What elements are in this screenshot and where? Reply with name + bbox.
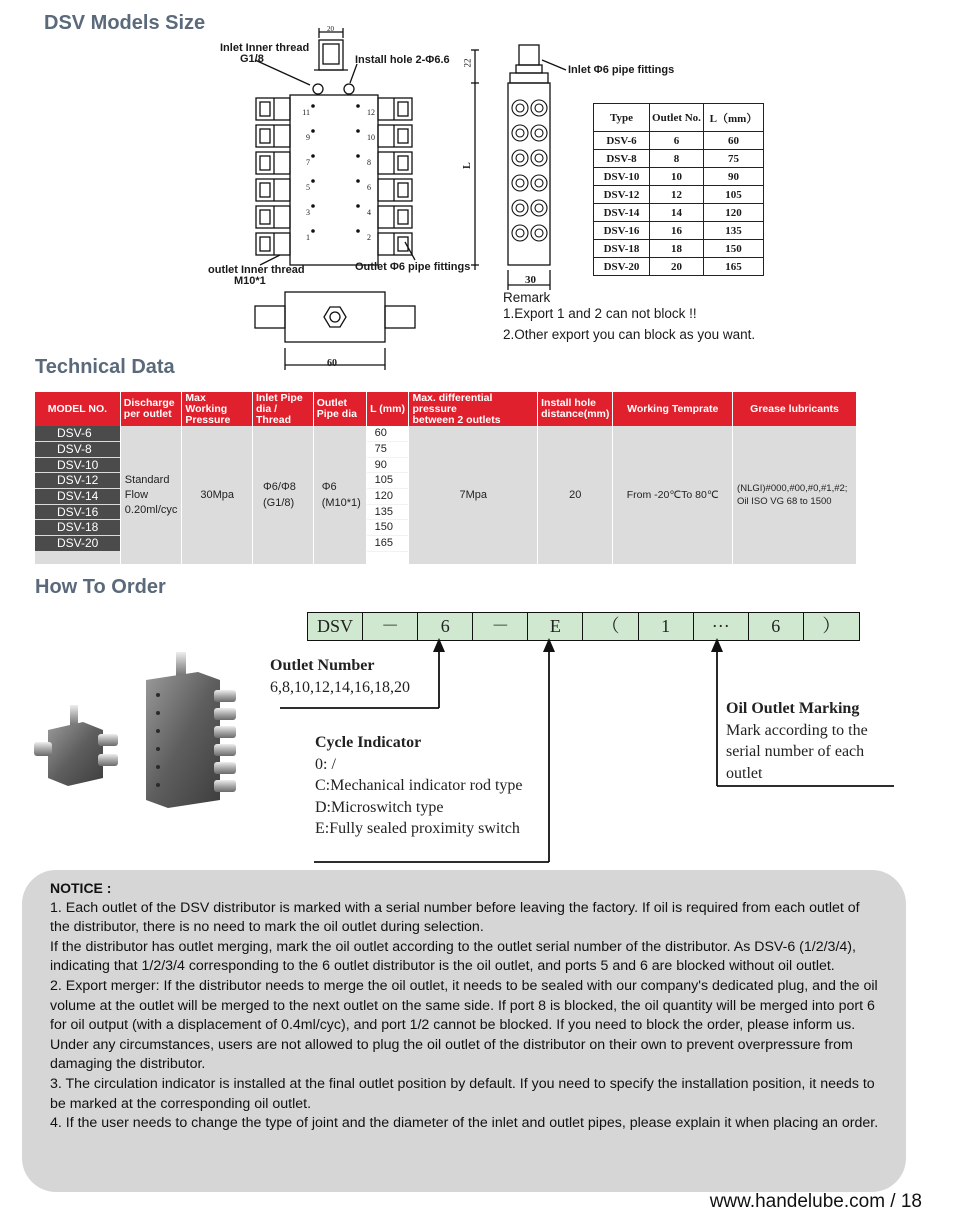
cycle-indicator-block: Cycle Indicator 0: / C:Mechanical indicator rod type D:Microswitch type E:Fully sealed proximity switch: [315, 734, 523, 837]
table-row: DSV-14 14 120: [594, 204, 764, 222]
dim-60: 60: [327, 358, 337, 369]
section-title-how-to-order: How To Order: [35, 576, 166, 598]
cycle-indicator-title: Cycle Indicator: [315, 734, 422, 751]
list-item: 75: [367, 442, 409, 458]
list-item: DSV-20: [35, 536, 120, 552]
side-view-drawing: [462, 40, 582, 290]
list-item: 90: [367, 458, 409, 474]
list-item: DSV-12: [35, 473, 120, 489]
tech-header-l: L (mm): [366, 392, 409, 426]
list-item: DSV-16: [35, 505, 120, 521]
code-cell: E: [528, 613, 583, 640]
remark-block: [503, 290, 755, 343]
outlet-inner-thread-size: M10*1: [234, 275, 266, 287]
list-item: 150: [367, 520, 409, 536]
front-view-drawing: [200, 20, 480, 380]
notice-text: NOTICE : 1. Each outlet of the DSV distributor is marked with a serial number before leaving the factory. If oil is required from each outlet of the distributor, there is no need to mark the oil outlet during selection. If the distributor has outlet merging, mark the oil outlet according to the outlet serial number of the distributor. As DSV-6 (1/2/3/4), indicating that 1/2/3/4 corresponding to the 6 outlet distributor is the oil outlet, and ports 5 and 6 are blocked without oil outlet. 2. Export merger: If the distributor needs to merge the oil outlet, it needs to be sealed with our company's dedicated plug, and the oil volume at the outlet will be merged to the next outlet on the same side. If port 8 is blocked, the oil quantity will be merged into port 6 for oil output (with a displacement of 0.4ml/cyc), and port 1/2 cannot be blocked. If you need to block the order, please inform us. Under any circumstances, users are not allowed to plug the oil outlet of the distributor on their own to prevent overpressure from damaging the distributor. 3. The circulation indicator is installed at the final outlet position by default. If you need to specify the installation position, it needs to be marked at the corresponding oil outlet. 4. If the user needs to change the type of joint and the diameter of the inlet and outlet pipes, please explain it when placing an order.: [50, 880, 879, 1132]
list-item: DSV-14: [35, 489, 120, 505]
list-item: DSV-8: [35, 442, 120, 458]
footer-page-url: www.handelube.com / 18: [709, 1191, 922, 1212]
tech-pressure-value: 30Mpa: [182, 426, 253, 564]
tech-discharge-value: Standard Flow 0.20ml/cyc: [120, 426, 182, 564]
inlet-inner-thread-size: G1/8: [240, 53, 264, 65]
tech-header-inlet: Inlet Pipe dia / Thread: [253, 392, 314, 426]
dim-30: 30: [525, 274, 536, 286]
size-table: [593, 103, 764, 276]
tech-hole-value: 20: [538, 426, 613, 564]
tech-inlet-value: Φ6/Φ8 (G1/8): [253, 426, 314, 564]
tech-header-pressure: Max Working Pressure: [182, 392, 253, 426]
section-title-technical-data: Technical Data: [35, 356, 175, 378]
code-cell: 6: [749, 613, 804, 640]
code-cell: 6: [418, 613, 473, 640]
table-row: DSV-16 16 135: [594, 222, 764, 240]
tech-header-model: MODEL NO.: [35, 392, 120, 426]
list-item: DSV-10: [35, 458, 120, 474]
tech-length-list: [366, 426, 409, 564]
dim-20: 20: [327, 25, 334, 33]
code-cell: －: [363, 613, 418, 640]
install-hole-label: Install hole 2-Φ6.6: [355, 54, 450, 66]
list-item: 120: [367, 489, 409, 505]
tech-temp-value: From -20℃To 80℃: [613, 426, 733, 564]
remark-line-2: 2.Other export you can block as you want.: [503, 327, 756, 342]
tech-header-hole: Install hole distance(mm): [538, 392, 613, 426]
notice-title: NOTICE :: [50, 880, 112, 896]
dim-L: L: [461, 162, 473, 169]
oil-outlet-marking-title: Oil Outlet Marking: [726, 700, 860, 717]
size-header-l: L（mm）: [704, 104, 764, 132]
product-photo: [28, 650, 248, 810]
outlet-pipe-fittings-label: Outlet Φ6 pipe fittings: [355, 261, 471, 273]
outlet-numbers-right: 12 10 8 6 4 2: [367, 108, 375, 242]
list-item: 60: [367, 426, 409, 442]
tech-outlet-value: Φ6 (M10*1): [313, 426, 366, 564]
list-item: 105: [367, 473, 409, 489]
list-item: 165: [367, 536, 409, 552]
tech-header-diff: Max. differential pressure between 2 outlets: [409, 392, 538, 426]
outlet-inner-thread-label: outlet Inner thread: [208, 264, 305, 276]
inlet-inner-thread-label: Inlet Inner thread: [220, 42, 310, 54]
table-row: DSV-12 12 105: [594, 186, 764, 204]
technical-data-table: [35, 392, 857, 564]
outlet-number-block: [270, 655, 410, 698]
code-cell: ···: [694, 613, 749, 640]
outlet-number-title: Outlet Number: [270, 657, 375, 674]
section-title-models-size: DSV Models Size: [44, 12, 206, 34]
table-row: DSV-8 8 75: [594, 150, 764, 168]
code-cell: 1: [639, 613, 694, 640]
outlet-numbers-left: 11 9 7 5 3 1: [302, 108, 310, 242]
table-row: DSV-10 10 90: [594, 168, 764, 186]
tech-header-discharge: Discharge per outlet: [120, 392, 182, 426]
remark-title: Remark: [503, 290, 551, 305]
dim-22: 22: [462, 58, 473, 68]
tech-header-temp: Working Temprate: [613, 392, 733, 426]
tech-header-outlet: Outlet Pipe dia: [313, 392, 366, 426]
remark-line-1: 1.Export 1 and 2 can not block !!: [503, 306, 697, 321]
code-cell: ）: [804, 613, 859, 640]
list-item: DSV-18: [35, 520, 120, 536]
tech-header-grease: Grease lubricants: [733, 392, 857, 426]
table-row: DSV-18 18 150: [594, 240, 764, 258]
size-header-type: Type: [594, 104, 650, 132]
tech-diff-value: 7Mpa: [409, 426, 538, 564]
tech-grease-value: (NLGI)#000,#00,#0,#1,#2; Oil ISO VG 68 to 1500: [733, 426, 857, 564]
list-item: DSV-6: [35, 426, 120, 442]
code-cell: －: [473, 613, 528, 640]
code-cell: DSV: [308, 613, 363, 640]
oil-outlet-marking-block: Oil Outlet Marking Mark according to the serial number of each outlet: [726, 700, 868, 782]
table-row: DSV-20 20 165: [594, 258, 764, 276]
inlet-pipe-fittings-label: Inlet Φ6 pipe fittings: [568, 64, 675, 76]
code-cell: （: [583, 613, 638, 640]
tech-model-list: [35, 426, 120, 564]
list-item: 135: [367, 505, 409, 521]
table-row: DSV-6 6 60: [594, 132, 764, 150]
size-header-outlet: Outlet No.: [650, 104, 704, 132]
outlet-number-values: 6,8,10,12,14,16,18,20: [270, 678, 410, 696]
